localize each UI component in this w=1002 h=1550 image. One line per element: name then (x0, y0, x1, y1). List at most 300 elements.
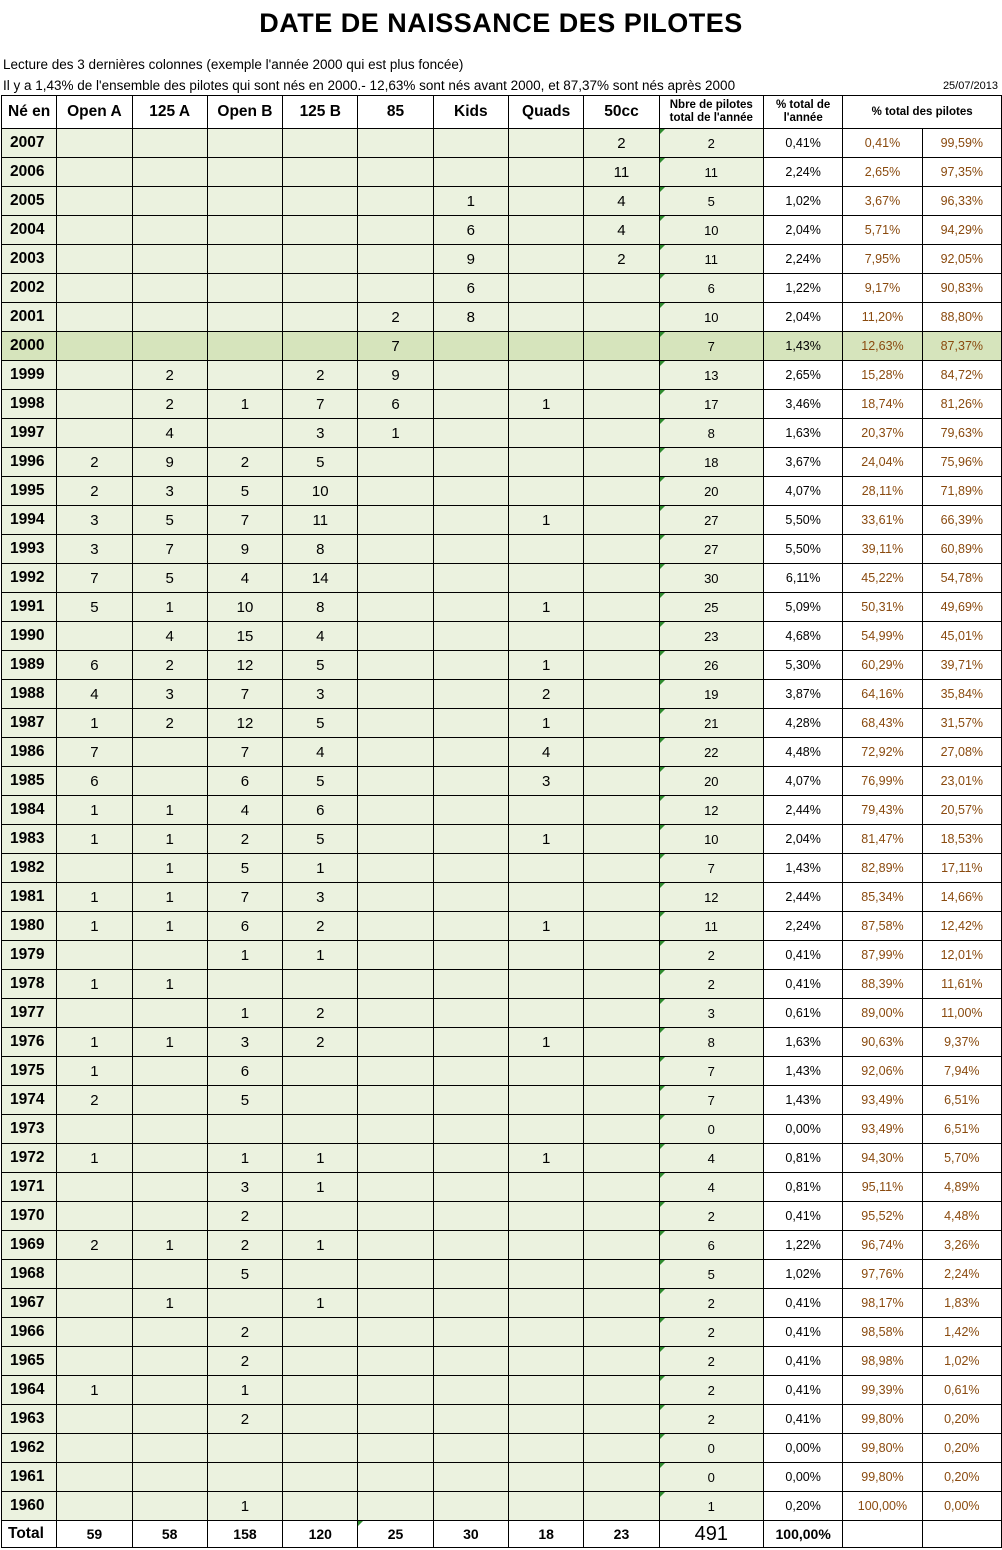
cell-year[interactable]: 2001 (2, 303, 57, 332)
cell-quads[interactable] (509, 419, 584, 448)
cell-50cc[interactable]: 4 (584, 187, 659, 216)
cell-kids[interactable] (433, 680, 508, 709)
cell-open-a[interactable]: 1 (57, 1144, 132, 1173)
cell-open-b[interactable]: 7 (207, 883, 282, 912)
cell-85[interactable] (358, 1202, 433, 1231)
cell-50cc[interactable]: 2 (584, 129, 659, 158)
cell-pct-year[interactable]: 6,11% (764, 564, 843, 593)
cell-remaining[interactable]: 0,61% (922, 1376, 1001, 1405)
cell-50cc[interactable] (584, 361, 659, 390)
cell-open-a[interactable] (57, 419, 132, 448)
cell-125-a[interactable] (132, 1347, 207, 1376)
cell-125-a[interactable]: 1 (132, 854, 207, 883)
cell-125-b[interactable]: 11 (283, 506, 358, 535)
cell-kids[interactable] (433, 825, 508, 854)
cell-pct-year[interactable]: 0,41% (764, 1405, 843, 1434)
cell-kids[interactable] (433, 1231, 508, 1260)
cell-total[interactable]: 10 (659, 216, 763, 245)
cell-50cc[interactable] (584, 535, 659, 564)
cell-85[interactable] (358, 1028, 433, 1057)
cell-open-b[interactable] (207, 1434, 282, 1463)
cell-quads[interactable] (509, 622, 584, 651)
cell-open-a[interactable]: 7 (57, 564, 132, 593)
cell-open-b[interactable]: 5 (207, 477, 282, 506)
cell-open-a[interactable] (57, 941, 132, 970)
cell-year[interactable]: 1979 (2, 941, 57, 970)
cell-pct-year[interactable]: 4,48% (764, 738, 843, 767)
cell-50cc[interactable] (584, 767, 659, 796)
cell-quads[interactable] (509, 187, 584, 216)
cell-open-b[interactable]: 5 (207, 854, 282, 883)
cell-50cc[interactable] (584, 1202, 659, 1231)
cell-cumulative[interactable]: 2,65% (843, 158, 922, 187)
cell-open-b[interactable]: 6 (207, 912, 282, 941)
cell-open-b[interactable]: 4 (207, 796, 282, 825)
cell-year[interactable]: 1980 (2, 912, 57, 941)
cell-125-a[interactable] (132, 158, 207, 187)
cell-open-b[interactable] (207, 361, 282, 390)
cell-year[interactable]: 1970 (2, 1202, 57, 1231)
cell-kids[interactable] (433, 1260, 508, 1289)
cell-125-a[interactable] (132, 999, 207, 1028)
cell-remaining[interactable]: 84,72% (922, 361, 1001, 390)
cell-total[interactable]: 2 (659, 941, 763, 970)
cell-kids[interactable] (433, 1115, 508, 1144)
cell-125-a[interactable] (132, 245, 207, 274)
cell-pct-year[interactable]: 1,02% (764, 1260, 843, 1289)
cell-open-b[interactable]: 4 (207, 564, 282, 593)
cell-total[interactable]: 2 (659, 970, 763, 999)
cell-kids[interactable] (433, 1376, 508, 1405)
cell-85[interactable] (358, 854, 433, 883)
cell-total[interactable]: 26 (659, 651, 763, 680)
cell-quads[interactable] (509, 245, 584, 274)
cell-quads[interactable] (509, 854, 584, 883)
cell-quads[interactable] (509, 448, 584, 477)
cell-pct-year[interactable]: 3,67% (764, 448, 843, 477)
cell-year[interactable]: 1983 (2, 825, 57, 854)
cell-open-b[interactable]: 7 (207, 680, 282, 709)
cell-pct-year[interactable]: 0,81% (764, 1173, 843, 1202)
cell-pct-year[interactable]: 0,41% (764, 941, 843, 970)
cell-quads[interactable]: 2 (509, 680, 584, 709)
cell-85[interactable] (358, 825, 433, 854)
cell-125-a[interactable] (132, 1463, 207, 1492)
cell-50cc[interactable] (584, 680, 659, 709)
cell-50cc[interactable] (584, 332, 659, 361)
cell-50cc[interactable] (584, 1289, 659, 1318)
cell-pct-year[interactable]: 3,87% (764, 680, 843, 709)
cell-125-b[interactable]: 3 (283, 883, 358, 912)
cell-125-b[interactable] (283, 303, 358, 332)
cell-open-b[interactable] (207, 245, 282, 274)
cell-open-b[interactable] (207, 216, 282, 245)
cell-pct-year[interactable]: 0,41% (764, 129, 843, 158)
cell-quads[interactable] (509, 535, 584, 564)
cell-125-a[interactable]: 4 (132, 622, 207, 651)
cell-pct-year[interactable]: 1,43% (764, 1057, 843, 1086)
cell-total[interactable]: 1 (659, 1492, 763, 1521)
cell-year[interactable]: 1999 (2, 361, 57, 390)
cell-total[interactable]: 2 (659, 129, 763, 158)
cell-cumulative[interactable]: 68,43% (843, 709, 922, 738)
cell-open-a[interactable]: 3 (57, 506, 132, 535)
cell-pct-year[interactable]: 0,00% (764, 1115, 843, 1144)
cell-cumulative[interactable]: 99,80% (843, 1463, 922, 1492)
cell-125-b[interactable]: 3 (283, 680, 358, 709)
cell-open-a[interactable] (57, 1434, 132, 1463)
cell-125-b[interactable] (283, 1115, 358, 1144)
cell-year[interactable]: 1989 (2, 651, 57, 680)
cell-85[interactable] (358, 1260, 433, 1289)
cell-open-a[interactable]: 1 (57, 825, 132, 854)
cell-85[interactable] (358, 477, 433, 506)
cell-kids[interactable]: 6 (433, 274, 508, 303)
cell-50cc[interactable] (584, 1144, 659, 1173)
cell-total[interactable]: 20 (659, 477, 763, 506)
cell-total[interactable]: 4 (659, 1173, 763, 1202)
cell-open-a[interactable]: 3 (57, 535, 132, 564)
cell-125-a[interactable]: 9 (132, 448, 207, 477)
cell-total[interactable]: 23 (659, 622, 763, 651)
cell-year[interactable]: 1971 (2, 1173, 57, 1202)
cell-quads[interactable]: 1 (509, 506, 584, 535)
cell-125-b[interactable]: 2 (283, 361, 358, 390)
cell-cumulative[interactable]: 94,30% (843, 1144, 922, 1173)
cell-50cc[interactable] (584, 274, 659, 303)
cell-pct-year[interactable]: 0,41% (764, 1318, 843, 1347)
cell-open-a[interactable]: 1 (57, 1057, 132, 1086)
cell-pct-year[interactable]: 0,81% (764, 1144, 843, 1173)
cell-year[interactable]: 1994 (2, 506, 57, 535)
cell-125-b[interactable] (283, 1057, 358, 1086)
cell-cumulative[interactable]: 79,43% (843, 796, 922, 825)
cell-year[interactable]: 1966 (2, 1318, 57, 1347)
cell-50cc[interactable] (584, 941, 659, 970)
cell-year[interactable]: 1986 (2, 738, 57, 767)
cell-year[interactable]: 2006 (2, 158, 57, 187)
cell-cumulative[interactable]: 82,89% (843, 854, 922, 883)
total-quads[interactable]: 18 (509, 1521, 584, 1548)
cell-50cc[interactable] (584, 651, 659, 680)
cell-quads[interactable] (509, 796, 584, 825)
cell-kids[interactable] (433, 535, 508, 564)
cell-year[interactable]: 1992 (2, 564, 57, 593)
cell-85[interactable] (358, 448, 433, 477)
cell-remaining[interactable]: 35,84% (922, 680, 1001, 709)
cell-quads[interactable] (509, 1202, 584, 1231)
cell-pct-year[interactable]: 0,00% (764, 1434, 843, 1463)
cell-125-a[interactable] (132, 303, 207, 332)
cell-remaining[interactable]: 1,02% (922, 1347, 1001, 1376)
cell-125-b[interactable]: 1 (283, 854, 358, 883)
cell-50cc[interactable] (584, 709, 659, 738)
cell-cumulative[interactable]: 92,06% (843, 1057, 922, 1086)
cell-open-a[interactable] (57, 187, 132, 216)
cell-remaining[interactable]: 39,71% (922, 651, 1001, 680)
cell-85[interactable] (358, 1289, 433, 1318)
cell-open-b[interactable] (207, 303, 282, 332)
cell-85[interactable] (358, 1318, 433, 1347)
cell-year[interactable]: 1960 (2, 1492, 57, 1521)
cell-total[interactable]: 0 (659, 1434, 763, 1463)
cell-quads[interactable]: 1 (509, 593, 584, 622)
cell-open-b[interactable]: 10 (207, 593, 282, 622)
cell-50cc[interactable] (584, 970, 659, 999)
cell-cumulative[interactable]: 45,22% (843, 564, 922, 593)
cell-total[interactable]: 18 (659, 448, 763, 477)
cell-open-b[interactable] (207, 1289, 282, 1318)
cell-pct-year[interactable]: 0,61% (764, 999, 843, 1028)
cell-year[interactable]: 1972 (2, 1144, 57, 1173)
cell-total[interactable]: 11 (659, 245, 763, 274)
cell-open-a[interactable] (57, 854, 132, 883)
cell-125-a[interactable] (132, 216, 207, 245)
cell-125-b[interactable]: 10 (283, 477, 358, 506)
cell-quads[interactable] (509, 361, 584, 390)
cell-quads[interactable]: 3 (509, 767, 584, 796)
cell-total[interactable]: 2 (659, 1289, 763, 1318)
cell-pct-year[interactable]: 4,28% (764, 709, 843, 738)
cell-125-b[interactable] (283, 1405, 358, 1434)
cell-pct-year[interactable]: 1,22% (764, 274, 843, 303)
cell-kids[interactable] (433, 448, 508, 477)
cell-open-b[interactable] (207, 158, 282, 187)
cell-50cc[interactable] (584, 1492, 659, 1521)
cell-quads[interactable] (509, 1376, 584, 1405)
cell-open-a[interactable]: 1 (57, 1028, 132, 1057)
cell-quads[interactable]: 1 (509, 390, 584, 419)
cell-125-a[interactable] (132, 332, 207, 361)
cell-open-b[interactable]: 2 (207, 825, 282, 854)
cell-cumulative[interactable]: 15,28% (843, 361, 922, 390)
cell-pct-year[interactable]: 0,41% (764, 970, 843, 999)
cell-open-b[interactable]: 6 (207, 1057, 282, 1086)
cell-125-b[interactable] (283, 1318, 358, 1347)
cell-125-a[interactable] (132, 1202, 207, 1231)
total-pct-year[interactable]: 100,00% (764, 1521, 843, 1548)
cell-cumulative[interactable]: 3,67% (843, 187, 922, 216)
cell-quads[interactable] (509, 970, 584, 999)
cell-open-a[interactable] (57, 1202, 132, 1231)
cell-125-a[interactable] (132, 1434, 207, 1463)
cell-125-a[interactable]: 4 (132, 419, 207, 448)
cell-kids[interactable] (433, 1463, 508, 1492)
cell-total[interactable]: 11 (659, 158, 763, 187)
cell-kids[interactable] (433, 854, 508, 883)
cell-quads[interactable] (509, 477, 584, 506)
cell-open-a[interactable] (57, 622, 132, 651)
cell-open-a[interactable] (57, 274, 132, 303)
total-total[interactable]: 491 (659, 1521, 763, 1548)
cell-kids[interactable] (433, 390, 508, 419)
cell-cumulative[interactable]: 72,92% (843, 738, 922, 767)
cell-85[interactable] (358, 651, 433, 680)
cell-85[interactable] (358, 1115, 433, 1144)
cell-cumulative[interactable]: 5,71% (843, 216, 922, 245)
cell-open-b[interactable]: 2 (207, 1318, 282, 1347)
cell-125-b[interactable]: 1 (283, 941, 358, 970)
cell-remaining[interactable]: 90,83% (922, 274, 1001, 303)
cell-85[interactable] (358, 970, 433, 999)
cell-pct-year[interactable]: 5,50% (764, 506, 843, 535)
cell-kids[interactable] (433, 332, 508, 361)
cell-open-a[interactable]: 1 (57, 883, 132, 912)
cell-pct-year[interactable]: 2,65% (764, 361, 843, 390)
cell-50cc[interactable] (584, 448, 659, 477)
cell-85[interactable] (358, 1144, 433, 1173)
cell-open-b[interactable] (207, 129, 282, 158)
cell-pct-year[interactable]: 1,43% (764, 1086, 843, 1115)
cell-year[interactable]: 1996 (2, 448, 57, 477)
cell-kids[interactable] (433, 1086, 508, 1115)
cell-total[interactable]: 21 (659, 709, 763, 738)
total-open-b[interactable]: 158 (207, 1521, 282, 1548)
cell-125-a[interactable]: 1 (132, 825, 207, 854)
cell-50cc[interactable] (584, 564, 659, 593)
cell-kids[interactable] (433, 1434, 508, 1463)
cell-remaining[interactable]: 17,11% (922, 854, 1001, 883)
cell-50cc[interactable] (584, 1376, 659, 1405)
cell-open-b[interactable]: 1 (207, 941, 282, 970)
cell-pct-year[interactable]: 2,24% (764, 245, 843, 274)
cell-125-b[interactable]: 8 (283, 593, 358, 622)
cell-year[interactable]: 1997 (2, 419, 57, 448)
cell-quads[interactable]: 1 (509, 825, 584, 854)
cell-year[interactable]: 1964 (2, 1376, 57, 1405)
cell-pct-year[interactable]: 5,50% (764, 535, 843, 564)
cell-quads[interactable] (509, 1492, 584, 1521)
cell-125-a[interactable]: 7 (132, 535, 207, 564)
cell-50cc[interactable] (584, 796, 659, 825)
cell-85[interactable] (358, 1086, 433, 1115)
cell-pct-year[interactable]: 2,24% (764, 912, 843, 941)
cell-85[interactable] (358, 1376, 433, 1405)
cell-125-a[interactable]: 2 (132, 390, 207, 419)
cell-year[interactable]: 1969 (2, 1231, 57, 1260)
cell-quads[interactable] (509, 1173, 584, 1202)
cell-cumulative[interactable]: 99,80% (843, 1434, 922, 1463)
cell-total[interactable]: 17 (659, 390, 763, 419)
cell-total[interactable]: 4 (659, 1144, 763, 1173)
cell-125-b[interactable]: 3 (283, 419, 358, 448)
cell-total[interactable]: 7 (659, 854, 763, 883)
cell-125-a[interactable] (132, 767, 207, 796)
cell-open-b[interactable]: 1 (207, 999, 282, 1028)
cell-kids[interactable] (433, 1057, 508, 1086)
cell-year[interactable]: 2007 (2, 129, 57, 158)
cell-quads[interactable]: 1 (509, 912, 584, 941)
cell-year[interactable]: 2005 (2, 187, 57, 216)
cell-pct-year[interactable]: 2,04% (764, 216, 843, 245)
cell-50cc[interactable] (584, 477, 659, 506)
cell-125-b[interactable] (283, 332, 358, 361)
header-85[interactable]: 85 (358, 96, 433, 129)
cell-pct-year[interactable]: 1,63% (764, 1028, 843, 1057)
cell-kids[interactable] (433, 883, 508, 912)
cell-125-b[interactable]: 8 (283, 535, 358, 564)
cell-total[interactable]: 10 (659, 303, 763, 332)
cell-125-b[interactable]: 1 (283, 1144, 358, 1173)
cell-quads[interactable]: 4 (509, 738, 584, 767)
cell-85[interactable] (358, 1405, 433, 1434)
cell-open-b[interactable]: 2 (207, 1202, 282, 1231)
cell-open-a[interactable]: 2 (57, 1231, 132, 1260)
cell-125-b[interactable] (283, 129, 358, 158)
cell-open-b[interactable]: 9 (207, 535, 282, 564)
cell-remaining[interactable]: 60,89% (922, 535, 1001, 564)
cell-open-a[interactable]: 1 (57, 709, 132, 738)
cell-remaining[interactable]: 27,08% (922, 738, 1001, 767)
cell-open-a[interactable]: 5 (57, 593, 132, 622)
cell-remaining[interactable]: 92,05% (922, 245, 1001, 274)
cell-quads[interactable] (509, 999, 584, 1028)
cell-85[interactable] (358, 1173, 433, 1202)
cell-open-a[interactable] (57, 1492, 132, 1521)
cell-85[interactable] (358, 622, 433, 651)
cell-total[interactable]: 27 (659, 535, 763, 564)
cell-50cc[interactable] (584, 390, 659, 419)
cell-85[interactable]: 7 (358, 332, 433, 361)
cell-125-b[interactable] (283, 1463, 358, 1492)
cell-cumulative[interactable]: 11,20% (843, 303, 922, 332)
cell-50cc[interactable] (584, 303, 659, 332)
cell-open-b[interactable]: 15 (207, 622, 282, 651)
cell-cumulative[interactable]: 96,74% (843, 1231, 922, 1260)
cell-125-b[interactable]: 5 (283, 709, 358, 738)
cell-85[interactable] (358, 245, 433, 274)
cell-50cc[interactable] (584, 1086, 659, 1115)
cell-kids[interactable]: 8 (433, 303, 508, 332)
header-kids[interactable]: Kids (433, 96, 508, 129)
cell-125-b[interactable] (283, 1434, 358, 1463)
header-year[interactable]: Né en (2, 96, 57, 129)
cell-kids[interactable] (433, 999, 508, 1028)
cell-50cc[interactable] (584, 1347, 659, 1376)
cell-quads[interactable] (509, 883, 584, 912)
cell-50cc[interactable] (584, 1318, 659, 1347)
cell-cumulative[interactable]: 99,39% (843, 1376, 922, 1405)
cell-cumulative[interactable]: 98,17% (843, 1289, 922, 1318)
cell-125-a[interactable] (132, 1086, 207, 1115)
cell-125-a[interactable]: 1 (132, 912, 207, 941)
cell-85[interactable] (358, 738, 433, 767)
cell-open-b[interactable] (207, 1115, 282, 1144)
cell-year[interactable]: 1982 (2, 854, 57, 883)
cell-125-b[interactable]: 5 (283, 448, 358, 477)
total-remaining[interactable] (922, 1521, 1001, 1548)
cell-remaining[interactable]: 1,42% (922, 1318, 1001, 1347)
cell-remaining[interactable]: 9,37% (922, 1028, 1001, 1057)
cell-quads[interactable]: 1 (509, 651, 584, 680)
cell-open-b[interactable]: 1 (207, 1492, 282, 1521)
cell-125-b[interactable] (283, 187, 358, 216)
cell-125-a[interactable]: 2 (132, 709, 207, 738)
cell-125-a[interactable] (132, 1492, 207, 1521)
cell-open-b[interactable]: 1 (207, 1144, 282, 1173)
cell-quads[interactable] (509, 216, 584, 245)
cell-remaining[interactable]: 0,20% (922, 1463, 1001, 1492)
cell-open-a[interactable] (57, 245, 132, 274)
cell-open-a[interactable]: 6 (57, 651, 132, 680)
cell-kids[interactable] (433, 419, 508, 448)
cell-125-b[interactable]: 5 (283, 767, 358, 796)
cell-remaining[interactable]: 71,89% (922, 477, 1001, 506)
cell-open-a[interactable] (57, 1318, 132, 1347)
cell-year[interactable]: 2002 (2, 274, 57, 303)
cell-quads[interactable] (509, 1347, 584, 1376)
cell-125-b[interactable] (283, 158, 358, 187)
